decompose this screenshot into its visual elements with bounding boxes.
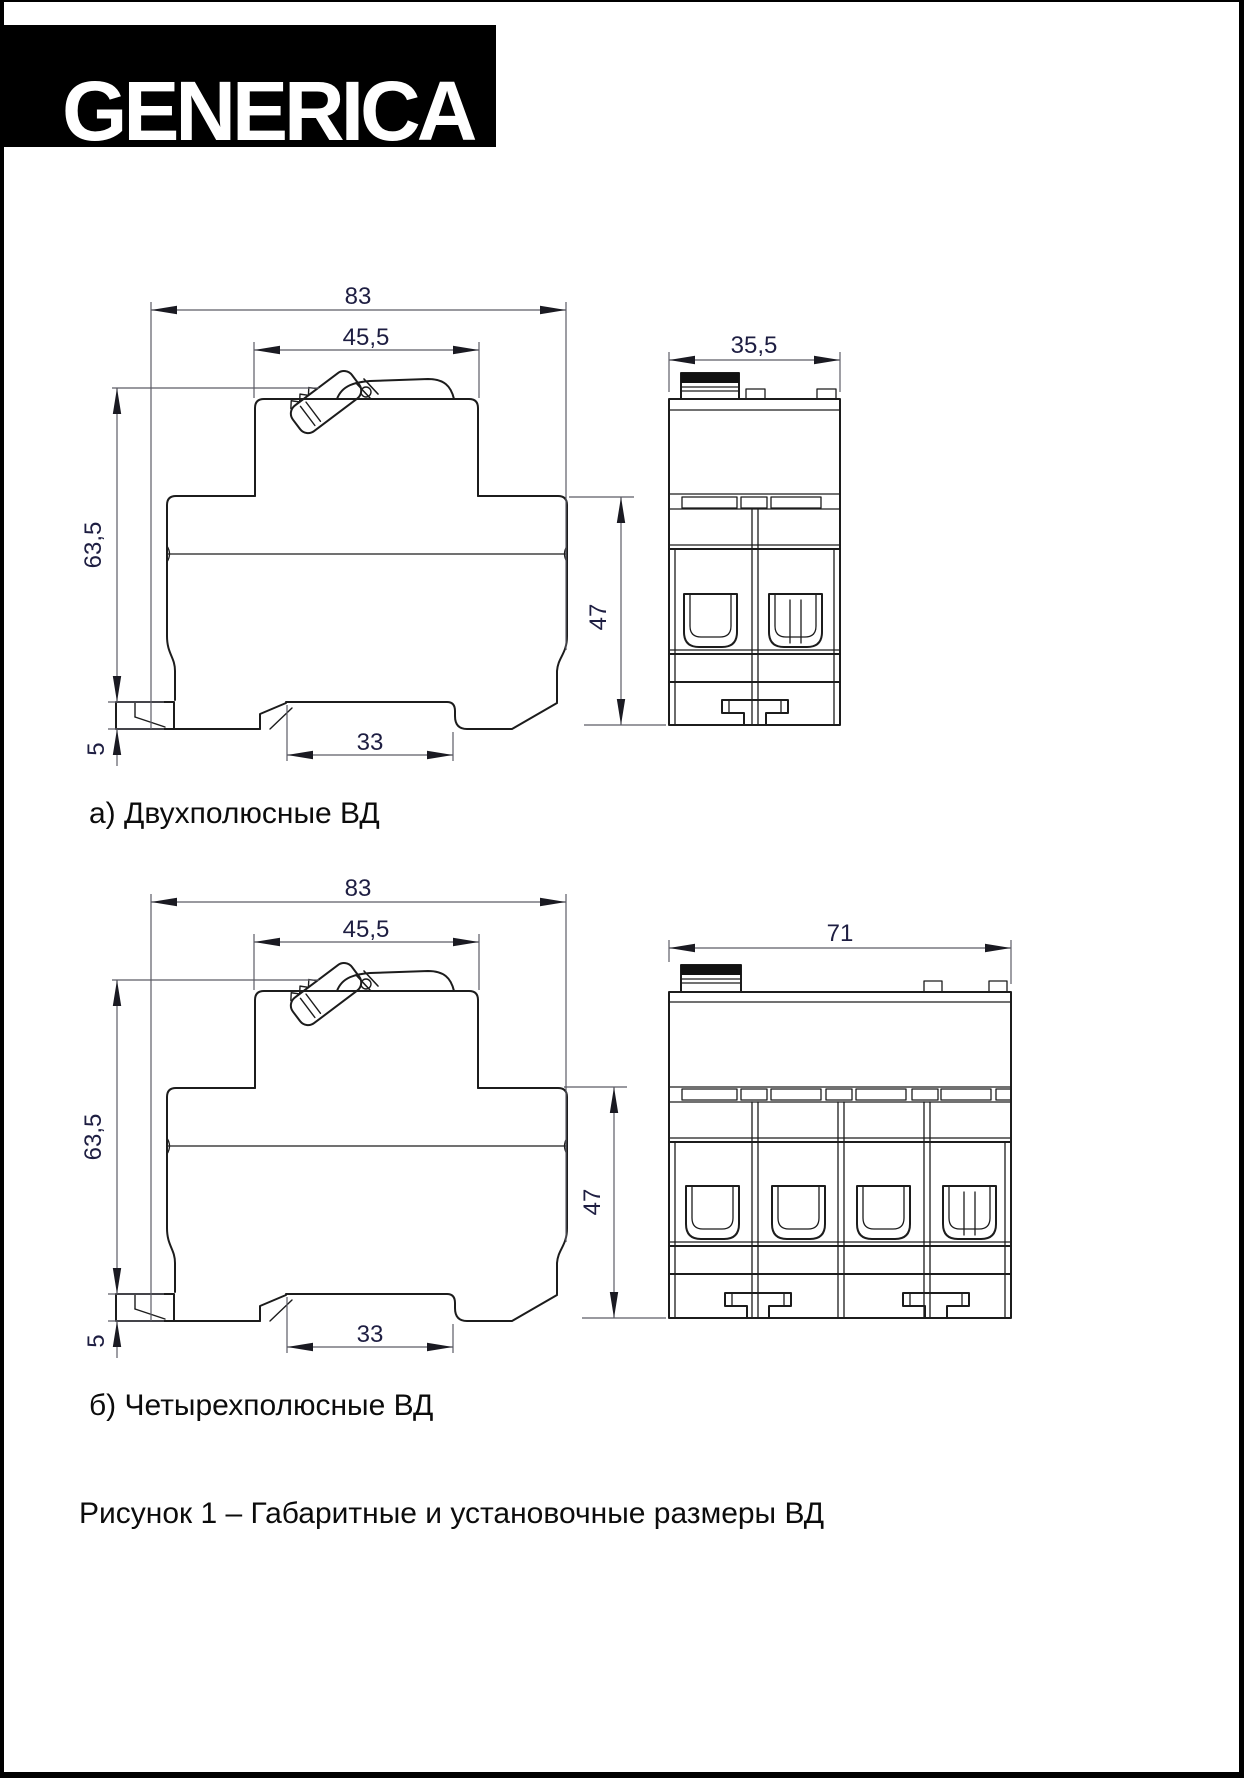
dim-label-overall-width-b: 83: [344, 875, 372, 902]
two-pole-side-view: [116, 362, 567, 729]
top-tab: [817, 389, 836, 399]
caption-four-pole: б) Четырехполюсные ВД: [89, 1389, 434, 1422]
dim-label-overall-width-a: 83: [344, 283, 372, 310]
label-window: [741, 1089, 767, 1100]
din-rail-clip: [722, 700, 788, 725]
caption-two-pole: а) Двухполюсные ВД: [89, 797, 380, 830]
two-pole-front-view: [669, 373, 840, 725]
drawing-b-front-dimension-lines: [564, 940, 1011, 1318]
figure-caption: Рисунок 1 – Габаритные и установочные размеры ВД: [79, 1497, 825, 1530]
top-tab: [746, 389, 765, 399]
din-rail-clip: [903, 1293, 969, 1318]
label-window: [912, 1089, 938, 1100]
terminal: [772, 1186, 825, 1239]
dim-label-body-height-b: 63,5: [80, 1113, 107, 1161]
label-window: [771, 497, 821, 508]
label-window: [682, 497, 737, 508]
dimension-drawing: [4, 2, 1239, 1772]
dim-label-rail-slot-a: 33: [356, 729, 384, 756]
test-button: [681, 965, 741, 992]
drawing-b: [80, 875, 1011, 1422]
terminal: [857, 1186, 910, 1239]
four-pole-front-view: [669, 965, 1011, 1318]
brand-logo-text: GENERICA: [62, 64, 474, 159]
label-window: [682, 1089, 737, 1100]
dim-label-rail-step-b: 5: [83, 1334, 110, 1348]
four-pole-side-view: [116, 954, 567, 1321]
dim-label-front-height-a: 47: [585, 603, 612, 631]
top-tab: [924, 981, 942, 992]
dim-label-top-width-a: 45,5: [342, 324, 390, 351]
top-tab: [989, 981, 1007, 992]
dim-label-front-width-b: 71: [826, 920, 854, 947]
terminal: [684, 594, 737, 647]
dim-label-body-height-a: 63,5: [80, 521, 107, 569]
terminal: [686, 1186, 739, 1239]
label-window: [941, 1089, 991, 1100]
dim-label-front-width-a: 35,5: [730, 332, 778, 359]
label-window: [741, 497, 767, 508]
dim-label-rail-slot-b: 33: [356, 1321, 384, 1348]
terminal: [943, 1186, 996, 1239]
label-window: [856, 1089, 906, 1100]
drawing-a: [80, 283, 840, 830]
terminal: [769, 594, 822, 647]
test-button: [681, 373, 739, 399]
dim-label-top-width-b: 45,5: [342, 916, 390, 943]
label-window: [771, 1089, 821, 1100]
drawing-a-side-dimension-lines: [108, 302, 566, 766]
drawing-b-side-dimension-lines: [108, 894, 566, 1358]
drawing-a-front-dimension-lines: [569, 352, 840, 725]
dim-label-front-height-b: 47: [579, 1188, 606, 1216]
label-window: [826, 1089, 852, 1100]
label-window: [996, 1089, 1011, 1100]
dim-label-rail-step-a: 5: [83, 742, 110, 756]
